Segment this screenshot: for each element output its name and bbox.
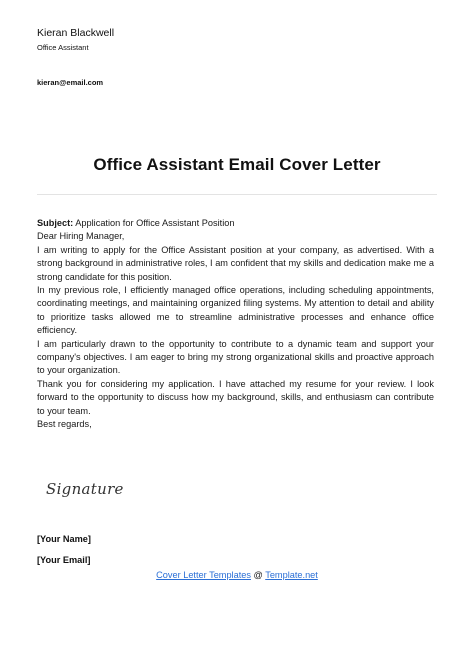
closing: Best regards, [37,419,92,430]
footer-separator: @ [250,570,266,580]
sender-name: Kieran Blackwell [37,27,115,39]
subject-label: Subject: [37,218,74,228]
paragraph-experience: In my previous role, I efficiently managed office operations, including scheduling appointments, coordinating meetings, and maintaining organized filing systems. My attention to detail and ability to prioritize tasks allowed me to streamline administrative processes and enhance office efficiency. [37,285,434,336]
paragraph-motivation: I am particularly drawn to the opportunity to contribute to a dynamic team and support your company's objectives. I am eager to bring my strong organizational skills and proactive approach to your organization. [37,338,434,376]
subject-line [37,217,434,230]
sender-email: kieran@email.com [37,78,104,87]
paragraph-thanks: Thank you for considering my application. I have attached my resume for your review. I look forward to the opportunity to discuss how my background, skills, and enthusiasm can contribute to your team. [37,378,434,416]
subject-text: Application for Office Assistant Position [73,218,235,228]
letter-body [37,217,434,432]
document-title: Office Assistant Email Cover Letter [93,155,381,174]
paragraph-intro: I am writing to apply for the Office Assistant position at your company, as advertised. With a strong background in administrative roles, I am confident that my skills and dedication make me a strong candidate for this position. [37,244,434,282]
cover-letter-templates-link[interactable]: Cover Letter Templates [156,570,251,580]
greeting: Dear Hiring Manager, [37,231,125,242]
signature: Signature [46,480,124,498]
title-divider [37,194,437,195]
your-email-placeholder: [Your Email] [37,555,91,565]
footer [0,570,474,580]
template-net-link[interactable]: Template.net [265,570,318,580]
your-name-placeholder: [Your Name] [37,534,91,544]
sender-role: Office Assistant [37,43,89,52]
